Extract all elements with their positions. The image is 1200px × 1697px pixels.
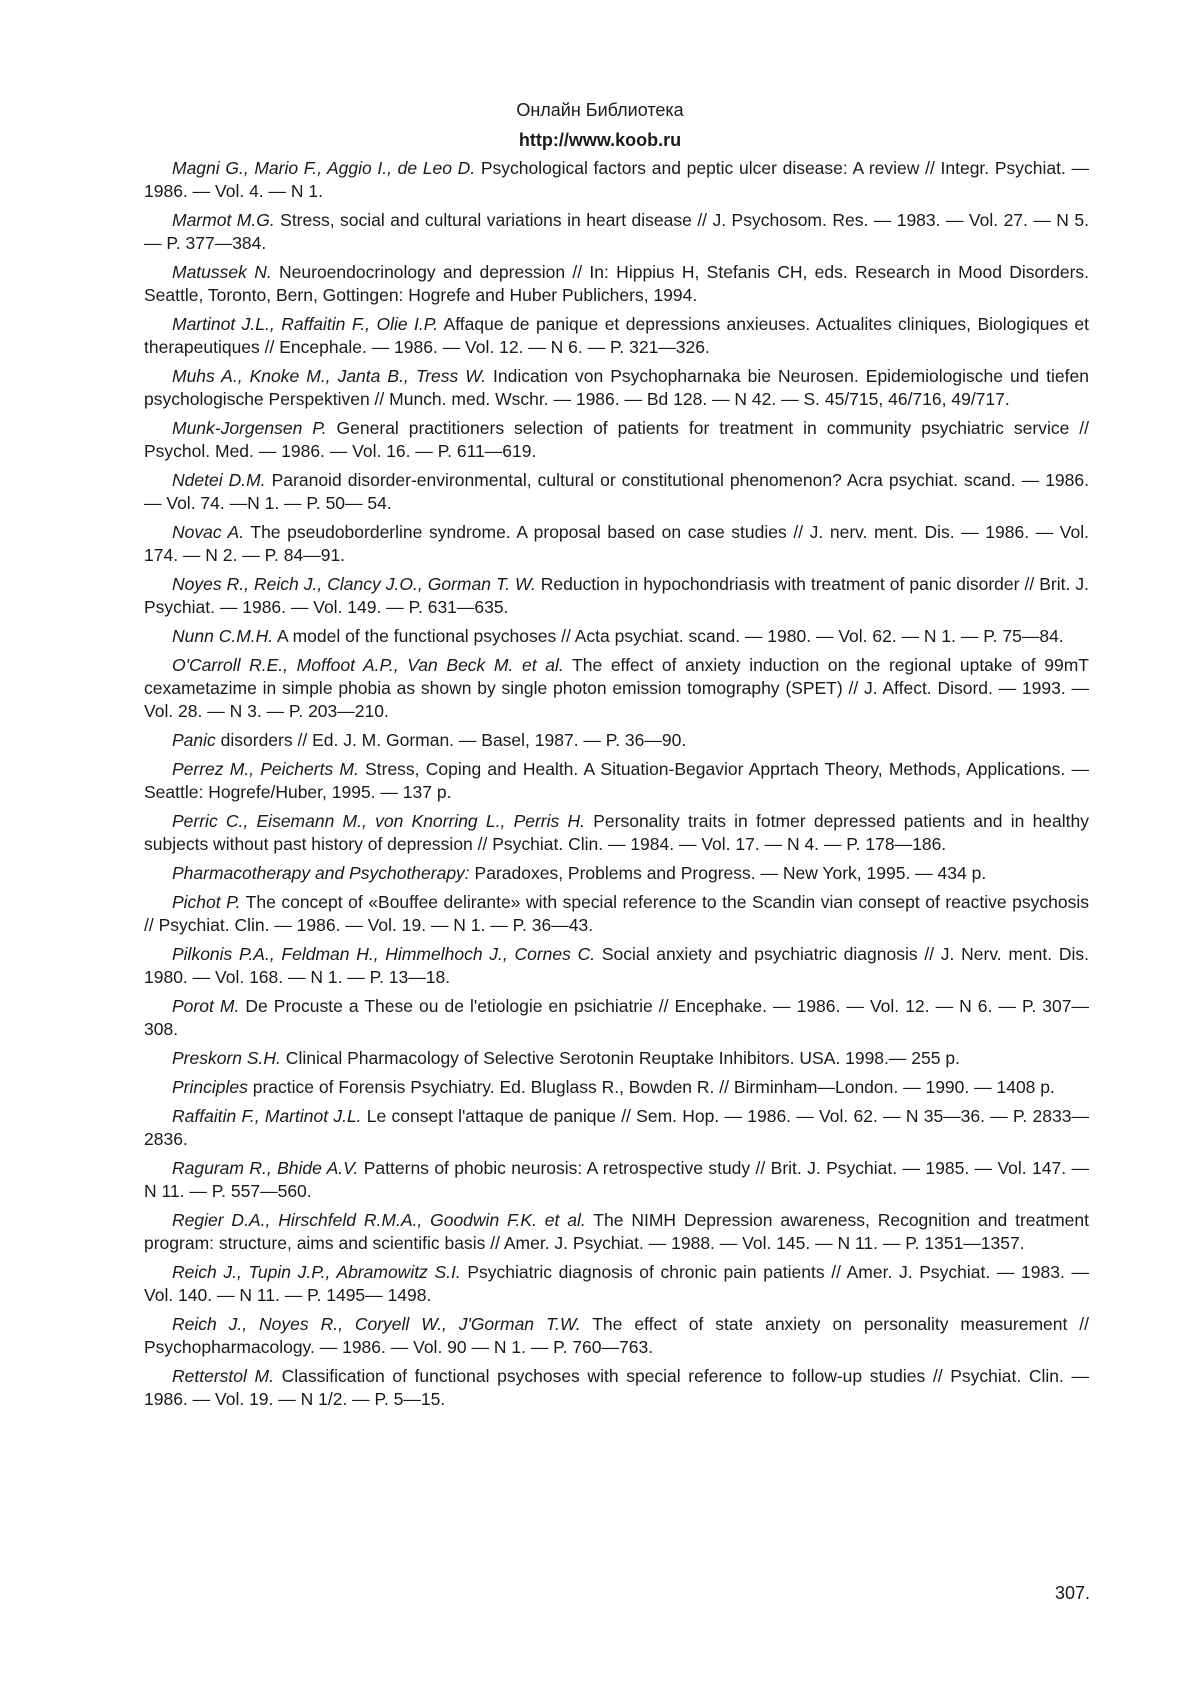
reference-text: Paranoid disorder-environmental, cultural or constitutional phenomenon? Acra psychiat. scand. — 1986. — Vol. 74. —N 1. — P. 50— 54. — [144, 470, 1089, 513]
reference-entry — [144, 625, 1089, 648]
reference-entry — [144, 365, 1089, 411]
reference-entry — [144, 995, 1089, 1041]
reference-authors: Regier D.A., Hirschfeld R.M.A., Goodwin F.K. et al. — [172, 1210, 586, 1230]
reference-authors: Nunn C.M.H. — [172, 626, 274, 646]
reference-entry — [144, 469, 1089, 515]
reference-text: Clinical Pharmacology of Selective Serotonin Reuptake Inhibitors. USA. 1998.— 255 p. — [280, 1048, 960, 1068]
reference-text: Stress, social and cultural variations in heart disease // J. Psychosom. Res. — 1983. — Vol. 27. — N 5. — P. 377—384. — [144, 210, 1089, 253]
reference-authors: Pichot P. — [172, 892, 241, 912]
reference-text: A model of the functional psychoses // Acta psychiat. scand. — 1980. — Vol. 62. — N 1. — P. 75—84. — [273, 626, 1064, 646]
reference-entry — [144, 521, 1089, 567]
reference-text: De Procuste a These ou de l'etiologie en psichiatrie // Encephake. — 1986. — Vol. 12. — N 6. — P. 307—308. — [144, 996, 1089, 1039]
reference-text: The effect of state anxiety on personality measurement // Psychopharmacology. — 1986. — Vol. 90 — N 1. — P. 760—763. — [144, 1314, 1090, 1357]
reference-entry — [144, 1047, 1089, 1070]
reference-entry — [144, 1209, 1089, 1255]
reference-authors: Munk-Jorgensen P. — [172, 418, 327, 438]
reference-entry — [144, 891, 1089, 937]
reference-authors: Novac A. — [172, 522, 245, 542]
reference-authors: Perrez M., Peicherts M. — [172, 759, 359, 779]
reference-authors: Raguram R., Bhide A.V. — [172, 1158, 359, 1178]
reference-authors: Raffaitin F., Martinot J.L. — [172, 1106, 362, 1126]
reference-entry — [144, 209, 1089, 255]
reference-authors: Retterstol M. — [172, 1366, 274, 1386]
reference-entry — [144, 157, 1089, 203]
reference-text: Indication von Psychopharnaka bie Neurosen. Epidemiologische und tiefen psychologische Perspektiven // Munch. med. Wschr. — 1986. — Bd 128. — N 42. — S. 45/715, 46/716, 49/717. — [144, 366, 1089, 409]
reference-entry — [144, 1076, 1089, 1099]
reference-text: Patterns of phobic neurosis: A retrospective study // Brit. J. Psychiat. — 1985. — Vol. 147. — N 11. — P. 557—560. — [144, 1158, 1089, 1201]
reference-entry — [144, 810, 1089, 856]
reference-text: Reduction in hypochondriasis with treatment of panic disorder // Brit. J. Psychiat. — 1986. — Vol. 149. — P. 631—635. — [144, 574, 1089, 617]
reference-text: Paradoxes, Problems and Progress. — New York, 1995. — 434 p. — [469, 863, 987, 883]
reference-entry — [144, 417, 1089, 463]
reference-entry — [144, 1105, 1089, 1151]
reference-text: General practitioners selection of patients for treatment in community psychiatric service // Psychol. Med. — 1986. — Vol. 16. — P. 611—619. — [144, 418, 1089, 461]
reference-text: The NIMH Depression awareness, Recognition and treatment program: structure, aims and scientific basis // Amer. J. Psychiat. — 1988. — Vol. 145. — N 11. — P. 1351—1357. — [144, 1210, 1089, 1253]
reference-entry — [144, 1261, 1089, 1307]
reference-entry — [144, 729, 1089, 752]
reference-authors: Panic — [172, 730, 216, 750]
reference-authors: Noyes R., Reich J., Clancy J.O., Gorman T. W. — [172, 574, 536, 594]
reference-authors: Marmot M.G. — [172, 210, 275, 230]
reference-entry — [144, 943, 1089, 989]
page-number: 307. — [1054, 1583, 1090, 1603]
reference-text: Affaque de panique et depressions anxieuses. Actualites cliniques, Biologiques et therapeutiques // Encephale. — 1986. — Vol. 12. — N 6. — P. 321—326. — [144, 314, 1089, 357]
reference-text: Neuroendocrinology and depression // In: Hippius H, Stefanis CH, eds. Research in Mood Disorders. Seattle, Toronto, Bern, Gottingen: Hogrefe and Huber Publichers, 1994. — [144, 262, 1090, 305]
library-url: http://www.koob.ru — [518, 130, 682, 150]
reference-entry — [144, 261, 1089, 307]
reference-entry — [144, 313, 1089, 359]
reference-authors: Muhs A., Knoke M., Janta B., Tress W. — [172, 366, 487, 386]
reference-authors: Principles — [172, 1077, 248, 1097]
reference-authors: Pharmacotherapy and Psychotherapy: — [172, 863, 470, 883]
reference-text: The pseudoborderline syndrome. A proposal based on case studies // J. nerv. ment. Dis. — 1986. — Vol. 174. — N 2. — P. 84—91. — [144, 522, 1089, 565]
reference-authors: O'Carroll R.E., Moffoot A.P., Van Beck M. et al. — [172, 655, 564, 675]
reference-entry — [144, 862, 1089, 885]
reference-text: Le consept l'attaque de panique // Sem. Hop. — 1986. — Vol. 62. — N 35—36. — P. 2833—2836. — [144, 1106, 1089, 1149]
reference-authors: Porot M. — [172, 996, 240, 1016]
reference-text: The effect of anxiety induction on the regional uptake of 99mT cexametazime in simple phobia as shown by single photon emission tomography (SPET) // J. Affect. Disord. — 1993. — Vol. 28. — N 3. — P. 203—210. — [144, 655, 1089, 721]
reference-text: Social anxiety and psychiatric diagnosis // J. Nerv. ment. Dis. 1980. — Vol. 168. — N 1. — P. 13—18. — [144, 944, 1089, 987]
reference-authors: Matussek N. — [172, 262, 272, 282]
reference-authors: Martinot J.L., Raffaitin F., Olie I.P. — [172, 314, 439, 334]
reference-text: Psychological factors and peptic ulcer disease: A review // Integr. Psychiat. — 1986. — Vol. 4. — N 1. — [144, 158, 1089, 201]
reference-authors: Perric C., Eisemann M., von Knorring L., Perris H. — [172, 811, 585, 831]
reference-entry — [144, 1313, 1089, 1359]
reference-entry — [144, 1157, 1089, 1203]
reference-text: Stress, Coping and Health. A Situation-Begavior Apprtach Theory, Methods, Applications. — Seattle: Hogrefe/Huber, 1995. — 137 p. — [144, 759, 1090, 802]
library-title: Онлайн Библиотека — [516, 100, 684, 120]
reference-entry — [144, 758, 1089, 804]
reference-authors: Ndetei D.M. — [172, 470, 266, 490]
reference-entry — [144, 1365, 1089, 1411]
reference-list — [144, 157, 1089, 1417]
reference-text: Psychiatric diagnosis of chronic pain patients // Amer. J. Psychiat. — 1983. — Vol. 140. — N 11. — P. 1495— 1498. — [144, 1262, 1089, 1305]
reference-authors: Reich J., Noyes R., Coryell W., J'Gorman T.W. — [172, 1314, 581, 1334]
reference-text: The concept of «Bouffee delirante» with special reference to the Scandin vian consept of reactive psychosis // Psychiat. Clin. — 1986. — Vol. 19. — N 1. — P. 36—43. — [144, 892, 1090, 935]
reference-entry — [144, 573, 1089, 619]
reference-text: Personality traits in fotmer depressed patients and in healthy subjects without past history of depression // Psychiat. Clin. — 1984. — Vol. 17. — N 4. — P. 178—186. — [144, 811, 1089, 854]
reference-authors: Reich J., Tupin J.P., Abramowitz S.I. — [172, 1262, 461, 1282]
reference-authors: Magni G., Mario F., Aggio I., de Leo D. — [172, 158, 476, 178]
reference-authors: Pilkonis P.A., Feldman H., Himmelhoch J., Cornes C. — [172, 944, 596, 964]
reference-text: practice of Forensis Psychiatry. Ed. Bluglass R., Bowden R. // Birminham—London. — 1990. — 1408 p. — [247, 1077, 1055, 1097]
reference-authors: Preskorn S.H. — [172, 1048, 281, 1068]
reference-text: disorders // Ed. J. M. Gorman. — Basel, 1987. — P. 36—90. — [215, 730, 687, 750]
reference-text: Classification of functional psychoses with special reference to follow-up studies // Psychiat. Clin. — 1986. — Vol. 19. — N 1/2. — P. 5—15. — [144, 1366, 1089, 1409]
reference-entry — [144, 654, 1089, 723]
